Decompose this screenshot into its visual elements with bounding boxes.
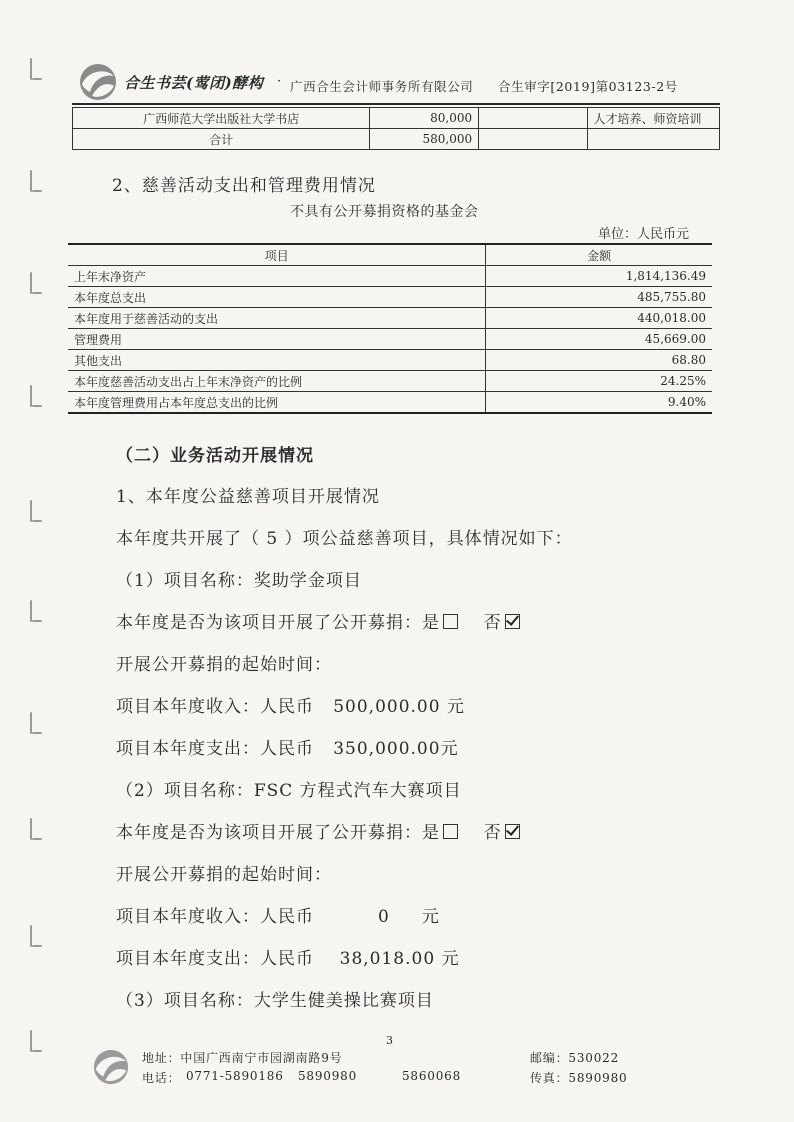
project-title: （3）项目名称：大学生健美操比赛项目 (116, 991, 434, 1011)
yes-checkbox[interactable] (443, 824, 458, 839)
binding-mark (20, 818, 42, 848)
project-title: （2）项目名称：FSC 方程式汽车大赛项目 (116, 781, 462, 801)
currency-unit: 元 (421, 907, 440, 927)
firm-name: 广西合生会计师事务所有限公司 (290, 79, 474, 94)
income-line (116, 902, 440, 927)
page-number: 3 (386, 1034, 393, 1047)
expense-line (116, 734, 459, 759)
footer-phone-label: 电话： (142, 1071, 181, 1085)
amount-cell: 24.25% (486, 371, 712, 392)
start-time-line: 开展公开募捐的起始时间： (116, 865, 332, 885)
firm-signature: 合生书芸(莺闭)酵构 (124, 74, 264, 92)
item-cell: 管理费用 (68, 329, 486, 350)
table-cell: 广西师范大学出版社大学书店 (73, 108, 370, 129)
binding-mark (20, 170, 42, 200)
amount-cell: 45,669.00 (486, 329, 712, 350)
table-header-row (68, 244, 712, 266)
firm-logo-icon (92, 1048, 130, 1086)
column-header: 金额 (486, 244, 712, 266)
binding-mark (20, 272, 42, 302)
currency-unit: 元 (440, 739, 459, 759)
table-row (68, 350, 712, 371)
public-fundraising-question: 本年度是否为该项目开展了公开募捐： (116, 613, 422, 633)
binding-mark (20, 500, 42, 530)
income-line (116, 692, 465, 717)
table-cell (479, 108, 587, 129)
table-row (68, 371, 712, 392)
table-row (68, 329, 712, 350)
header-separator: · (277, 74, 282, 89)
currency-unit: 元 (441, 949, 460, 969)
income-label: 项目本年度收入：人民币 (116, 697, 314, 717)
table-cell (479, 129, 587, 150)
footer-phone: 5890980 (298, 1069, 358, 1083)
subsection-title: 1、本年度公益慈善项目开展情况 (116, 487, 380, 507)
item-cell: 其他支出 (68, 350, 486, 371)
expense-amount: 350,000.00 (333, 739, 441, 759)
intro-paragraph: 本年度共开展了（ 5 ）项公益慈善项目，具体情况如下： (116, 529, 573, 549)
table-row (68, 287, 712, 308)
amount-cell: 1,814,136.49 (486, 266, 712, 287)
table-cell: 580,000 (370, 129, 479, 150)
unit-label: 单位：人民币元 (598, 227, 690, 242)
donation-table (72, 107, 720, 150)
firm-logo-icon (78, 62, 118, 102)
item-cell: 本年度管理费用占本年度总支出的比例 (68, 392, 486, 414)
income-label: 项目本年度收入：人民币 (116, 907, 314, 927)
column-header: 项目 (68, 244, 486, 266)
binding-mark (20, 712, 42, 742)
binding-mark (20, 58, 42, 88)
footer-address: 地址：中国广西南宁市园湖南路9号 (142, 1051, 343, 1065)
project-title: （1）项目名称：奖助学金项目 (116, 571, 362, 591)
footer-phone: 0771-5890186 (186, 1069, 284, 1083)
yes-label: 是 (422, 613, 440, 633)
table-cell: 人才培养、师资培训 (587, 108, 719, 129)
footer-postcode: 邮编：530022 (530, 1051, 620, 1065)
item-cell: 本年度慈善活动支出占上年末净资产的比例 (68, 371, 486, 392)
binding-mark (20, 1030, 42, 1060)
page-header (78, 60, 718, 106)
no-label: 否 (483, 823, 502, 843)
item-cell: 本年度总支出 (68, 287, 486, 308)
expense-amount: 38,018.00 (339, 949, 436, 969)
start-time-line: 开展公开募捐的起始时间： (116, 655, 332, 675)
table-row (68, 308, 712, 329)
amount-cell: 9.40% (486, 392, 712, 414)
section-heading: （二）业务活动开展情况 (116, 446, 314, 466)
public-fundraising-question: 本年度是否为该项目开展了公开募捐： (116, 823, 422, 843)
report-reference: 合生审字[2019]第03123-2号 (498, 79, 678, 94)
footer-phone: 5860068 (402, 1069, 462, 1083)
income-amount: 0 (378, 907, 390, 927)
section-title: 2、慈善活动支出和管理费用情况 (112, 176, 376, 196)
expense-label: 项目本年度支出：人民币 (116, 949, 314, 969)
table-row (68, 392, 712, 414)
table-cell: 80,000 (370, 108, 479, 129)
item-cell: 本年度用于慈善活动的支出 (68, 308, 486, 329)
expense-line (116, 944, 460, 969)
public-fundraising-line (116, 818, 520, 843)
expense-table (68, 243, 712, 414)
no-checkbox[interactable] (505, 824, 520, 839)
yes-label: 是 (422, 823, 440, 843)
footer-fax: 传真：5890980 (530, 1071, 628, 1085)
item-cell: 上年末净资产 (68, 266, 486, 287)
header-divider (72, 103, 720, 105)
table-row (68, 266, 712, 287)
expense-label: 项目本年度支出：人民币 (116, 739, 314, 759)
currency-unit: 元 (446, 697, 465, 717)
table-row (73, 108, 720, 129)
no-label: 否 (483, 613, 502, 633)
yes-checkbox[interactable] (443, 614, 458, 629)
public-fundraising-line (116, 608, 520, 633)
table-cell: 合计 (73, 129, 370, 150)
table-cell (587, 129, 719, 150)
amount-cell: 68.80 (486, 350, 712, 371)
amount-cell: 485,755.80 (486, 287, 712, 308)
no-checkbox[interactable] (505, 614, 520, 629)
table-row (73, 129, 720, 150)
binding-mark (20, 925, 42, 955)
binding-mark (20, 385, 42, 415)
table-title: 不具有公开募捐资格的基金会 (290, 204, 479, 220)
amount-cell: 440,018.00 (486, 308, 712, 329)
binding-mark (20, 600, 42, 630)
income-amount: 500,000.00 (333, 697, 441, 717)
